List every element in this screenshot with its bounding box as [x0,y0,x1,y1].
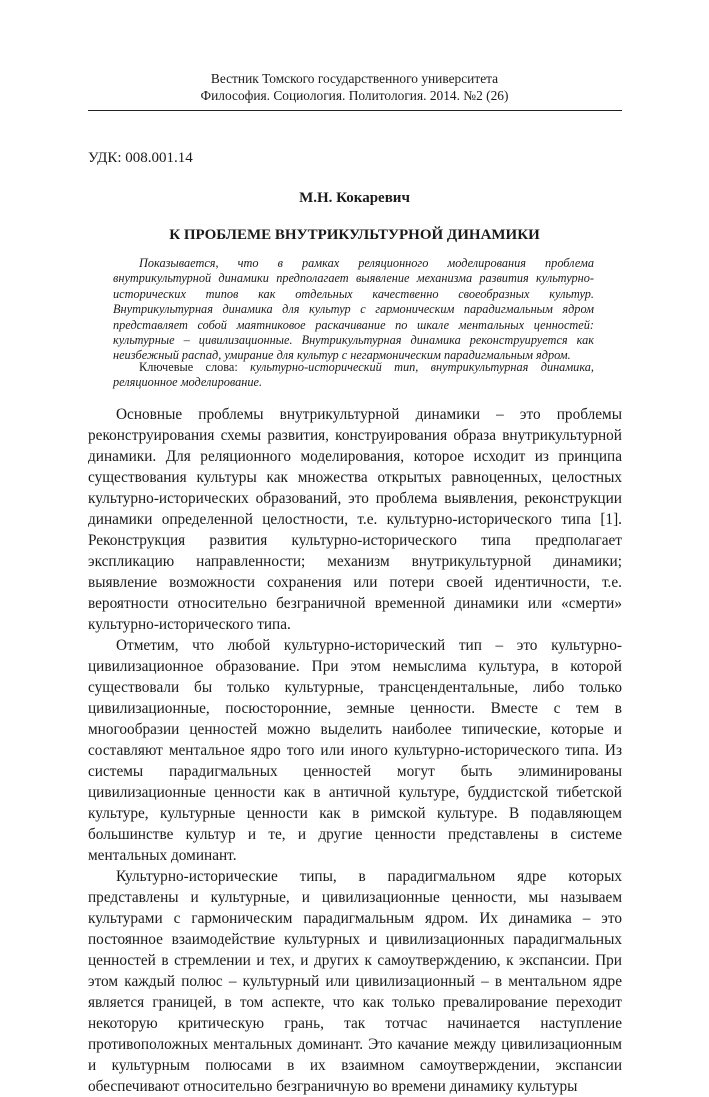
abstract [113,256,594,364]
article-title: К ПРОБЛЕМЕ ВНУТРИКУЛЬТУРНОЙ ДИНАМИКИ [169,227,540,243]
keywords-label: Ключевые слова: [139,360,238,374]
author-name: М.Н. Кокаревич [299,190,410,206]
running-header [0,70,709,104]
body-paragraph: Отметим, что любой культурно-исторический тип – это культурно-цивилизационное образование. При этом немыслима культура, в которой существовали бы только культурные, трансцендентальные, либо только цивилизационные, посюсторонние, земные ценности. Вместе с тем в многообразии ценностей можно выделить наиболее типические, которые и составляют ментальное ядро того или иного культурно-исторического типа. Из системы парадигмальных ценностей могут быть элиминированы цивилизационные ценности как в античной культуре, буддистской тибетской культуре, культурные ценности как в римской культуре. В подавляющем большинстве культур и те, и другие ценности представлены в системе ментальных доминант. [88,637,622,864]
article-body [88,404,622,1097]
keywords-paragraph [113,360,594,391]
body-paragraph: Основные проблемы внутрикультурной динамики – это проблемы реконструирования схемы развития, конструирования образа внутрикультурной динамики. Для реляционного моделирования, которое исходит из принципа существования культуры как множества открытых равноценных, целостных культурно-исторических образований, это проблема выявления, реконструкции динамики определенной целостности, т.е. культурно-исторического типа [1]. Реконструкция развития культурно-исторического типа предполагает экспликацию направленности; механизм внутрикультурной динамики; выявление возможности сохранения или потери своей идентичности, т.е. вероятности относительно безграничной временной динамики или «смерти» культурно-исторического типа. [88,406,622,633]
journal-issue: Философия. Социология. Политология. 2014. №2 (26) [200,88,509,103]
body-paragraph: Культурно-исторические типы, в парадигмальном ядре которых представлены и культурные, и цивилизационные ценности, мы называем культурами с гармоническим парадигмальным ядром. Их динамика – это постоянное взаимодействие культурных и цивилизационных парадигмальных ценностей в стремлении и тех, и других к самоутверждению, к экспансии. При этом каждый полюс – культурный или цивилизационный – в ментальном ядре является границей, в том аспекте, что как только превалирование переходит некоторую критическую грань, так тотчас начинается наступление противоположных ментальных доминант. Это качание между цивилизационным и культурным полюсами в их взаимном самоутверждении, экспансии обеспечивают относительно безграничную во времени динамику культуры [88,868,622,1095]
journal-name: Вестник Томского государственного университета [210,71,499,86]
keywords-text: культурно-исторический тип, внутрикультурная динамика, реляционное моделирование. [113,360,594,390]
keywords [113,360,594,391]
udk-code: УДК: 008.001.14 [88,150,193,166]
abstract-text: Показывается, что в рамках реляционного моделирования проблема внутрикультурной динамики предполагает выявление механизма развития культурно-исторических типов как отдельных качественно своеобразных культур. Внутрикультурная динамика для культур с гармоническим парадигмальным ядром представляет собой маятниковое раскачивание по шкале ментальных ценностей: культурные – цивилизационные. Внутрикультурная динамика реконструируется как неизбежный распад, умирание для культур с негармоническим парадигмальным ядром. [113,256,594,363]
header-divider [88,110,622,111]
